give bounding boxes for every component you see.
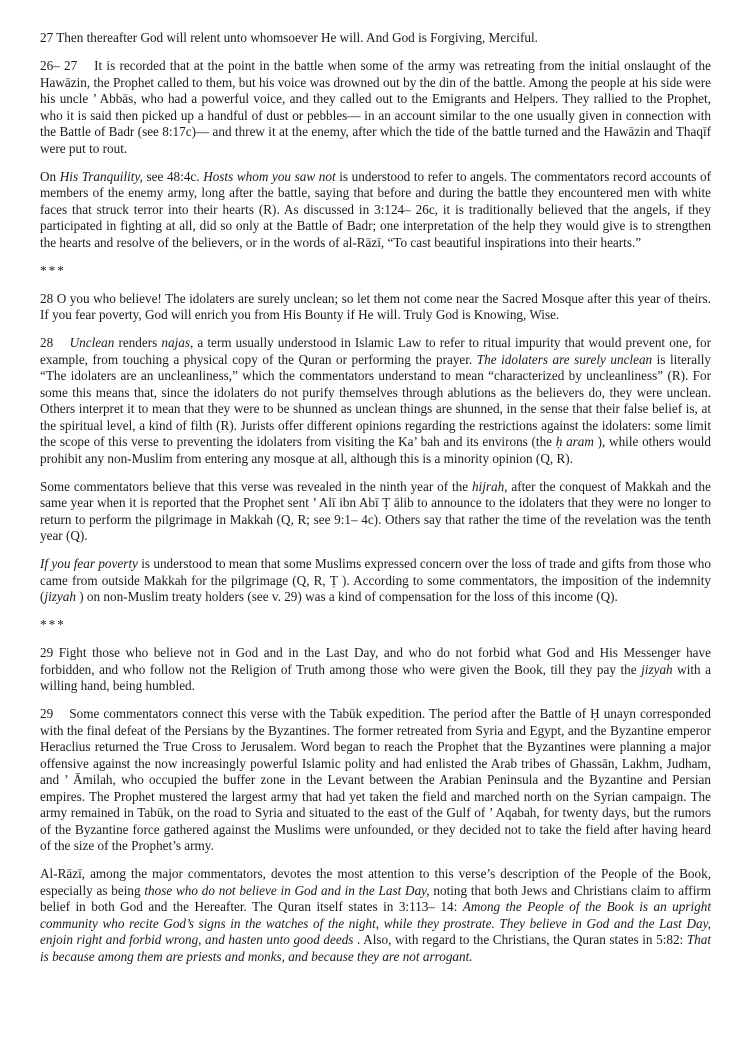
- commentary-fear-poverty: [40, 556, 711, 606]
- text-run: Al-Rāzī, among the major commentators, devotes the most attention to this verse’s description of the People of the Book, especially as being: [40, 866, 711, 898]
- text-run: 28 O you who believe! The idolaters are surely unclean; so let them not come near the Sacred Mosque after this year of theirs. If you fear poverty, God will enrich you from His Bounty if He will. Truly God is Knowing, Wise.: [40, 290, 711, 322]
- commentary-26-27: [40, 58, 711, 157]
- commentary-29: [40, 706, 711, 855]
- commentary-ninth-year: [40, 479, 711, 545]
- italic-text-run: jizyah: [641, 661, 673, 677]
- italic-text-run: hijrah,: [471, 478, 508, 494]
- section-separator-1: [40, 263, 711, 280]
- text-run: ***: [40, 262, 66, 278]
- italic-text-run: Hosts whom you saw not: [203, 168, 336, 184]
- commentary-28: [40, 335, 711, 467]
- italic-text-run: Unclean: [69, 335, 115, 350]
- italic-text-run: The idolaters are surely unclean: [476, 351, 653, 367]
- verse-28: [40, 291, 711, 324]
- text-run: see 48:4c.: [142, 168, 204, 184]
- commentary-al-razi: [40, 866, 711, 965]
- text-run: 26– 27 It is recorded that at the point in the battle when some of the army was retreating from the initial onslaught of the Hawāzin, the Prophet called to them, but his voice was drowned out by the din of the battle. Among the people at his side were his uncle ’ Abbās, who had a powerful voice, and they called out to the Emigrants and Helpers. They rallied to the Prophet, who it is said then picked up a handful of dust or pebbles— in an account similar to the one usually given in connection with the Battle of Badr (see 8:17c)— and threw it at the enemy, after which the tide of the battle turned and the Hawāzin and Thaqīf were put to rout.: [40, 58, 711, 156]
- text-run: renders: [114, 335, 162, 350]
- italic-text-run: His Tranquility,: [59, 168, 143, 184]
- commentary-tranquility: [40, 169, 711, 252]
- text-run: noting that both Jews and Christians claim to affirm belief in both God and the Hereafter. The Quran itself states in 3:113– 14:: [40, 882, 712, 914]
- text-run: 29 Fight those who believe not in God and in the Last Day, and who do not forbid what God and His Messenger have forbidden, and who follow not the Religion of Truth among those who were given the Book, till they pay the: [40, 645, 711, 677]
- text-run: On: [40, 168, 60, 184]
- text-run: after the conquest of Makkah and the same year when it is reported that the Prophet sent ’ Alī ibn Abī Ṭ ālib to announce to the idolaters that they were no longer to return to perform the pilgrimage in Makkah (Q, R; see 9:1– 4c). Others say that rather the time of the revelation was the tenth year (Q).: [40, 478, 711, 543]
- text-run: 28: [40, 335, 70, 350]
- text-run: ), while others would prohibit any non-Muslim from entering any mosque at all, although this is a minority opinion (Q, R).: [40, 434, 711, 466]
- section-separator-2: [40, 617, 711, 634]
- text-run: a term usually understood in Islamic Law to refer to ritual impurity that would prevent one, for example, from touching a physical copy of the Quran or performing the prayer.: [40, 335, 712, 367]
- italic-text-run: Among the People of the Book is an upright community who recite God’s signs in the watches of the night, while they prostrate. They believe in God and the Last Day, enjoin right and forbid wrong, and hasten unto good deeds: [40, 899, 711, 947]
- text-run: Some commentators believe that this verse was revealed in the ninth year of the: [40, 478, 472, 494]
- italic-text-run: those who do not believe in God and in the Last Day,: [144, 882, 430, 898]
- document-content: [40, 30, 711, 965]
- verse-29: [40, 645, 711, 695]
- italic-text-run: najas,: [161, 335, 194, 350]
- text-run: is understood to mean that some Muslims expressed concern over the loss of trade and gifts from those who came from outside Makkah for the pilgrimage (Q, R, Ṭ ). According to some commentators, the imposition of the indemnity (: [40, 556, 711, 604]
- text-run: with a willing hand, being humbled.: [40, 661, 711, 693]
- text-run: ) on non-Muslim treaty holders (see v. 29) was a kind of compensation for the loss of this income (Q).: [75, 589, 618, 604]
- text-run: 27 Then thereafter God will relent unto whomsoever He will. And God is Forgiving, Merciful.: [40, 30, 538, 45]
- italic-text-run: If you fear poverty: [40, 556, 138, 571]
- italic-text-run: jizyah: [44, 589, 76, 604]
- italic-text-run: ḥ aram: [555, 434, 594, 449]
- text-run: is understood to refer to angels. The commentators record accounts of members of the enemy army, long after the battle, saying that before and during the battle they encountered men with white faces that struck terror into their hearts (R). As discussed in 3:124– 26c, it is traditionally believed that the angels, if they participated in fighting at all, did so only at the Battle of Badr; one interpretation of the help they would give is to strengthen the hearts and resolve of the believers, or in the words of al-Rāzī, “To cast beautiful inspirations into their hearts.”: [40, 168, 712, 250]
- text-run: ***: [40, 617, 66, 632]
- text-run: is literally “The idolaters are an uncleanliness,” which the commentators understand to mean “characterized by uncleanliness” (R). For some this means that, since the idolaters do not purify themselves through ablutions as the believers do, they were unclean. Others interpret it to mean that they were to be shunned as unclean things are shunned, in the sense that their false belief is, at the spiritual level, a kind of filth (R). Jurists offer different opinions regarding the restrictions against the idolaters: some limit the scope of this verse to preventing the idolaters from visiting the Ka’ bah and its environs (the: [40, 351, 712, 449]
- text-run: 29 Some commentators connect this verse with the Tabūk expedition. The period after the Battle of Ḥ unayn corresponded with the final defeat of the Persians by the Byzantines. The former retreated from Syria and Egypt, and the Byzantine emperor Heraclius returned the True Cross to Jerusalem. Word began to reach the Prophet that the Byzantines were planning a major offensive against the now increasingly powerful Islamic polity and had enlisted the Arab tribes of Ghassān, Lakhm, Judham, and ’ Āmilah, who occupied the buffer zone in the Levant between the Arabian Peninsula and the Byzantine and Persian empires. The Prophet mustered the largest army that had yet taken the field and marched north on the Syrian campaign. The army remained in Tabūk, on the road to Syria and situated to the east of the Gulf of ’ Aqabah, for twenty days, but the rumors of the Byzantine force gathered against the Muslims were unfounded, or they decided not to take the field after having heard of the size of the Prophet’s army.: [40, 706, 711, 853]
- italic-text-run: That is because among them are priests and monks, and because they are not arrogant.: [40, 932, 711, 964]
- text-run: . Also, with regard to the Christians, the Quran states in 5:82:: [353, 932, 687, 947]
- verse-27: [40, 30, 711, 47]
